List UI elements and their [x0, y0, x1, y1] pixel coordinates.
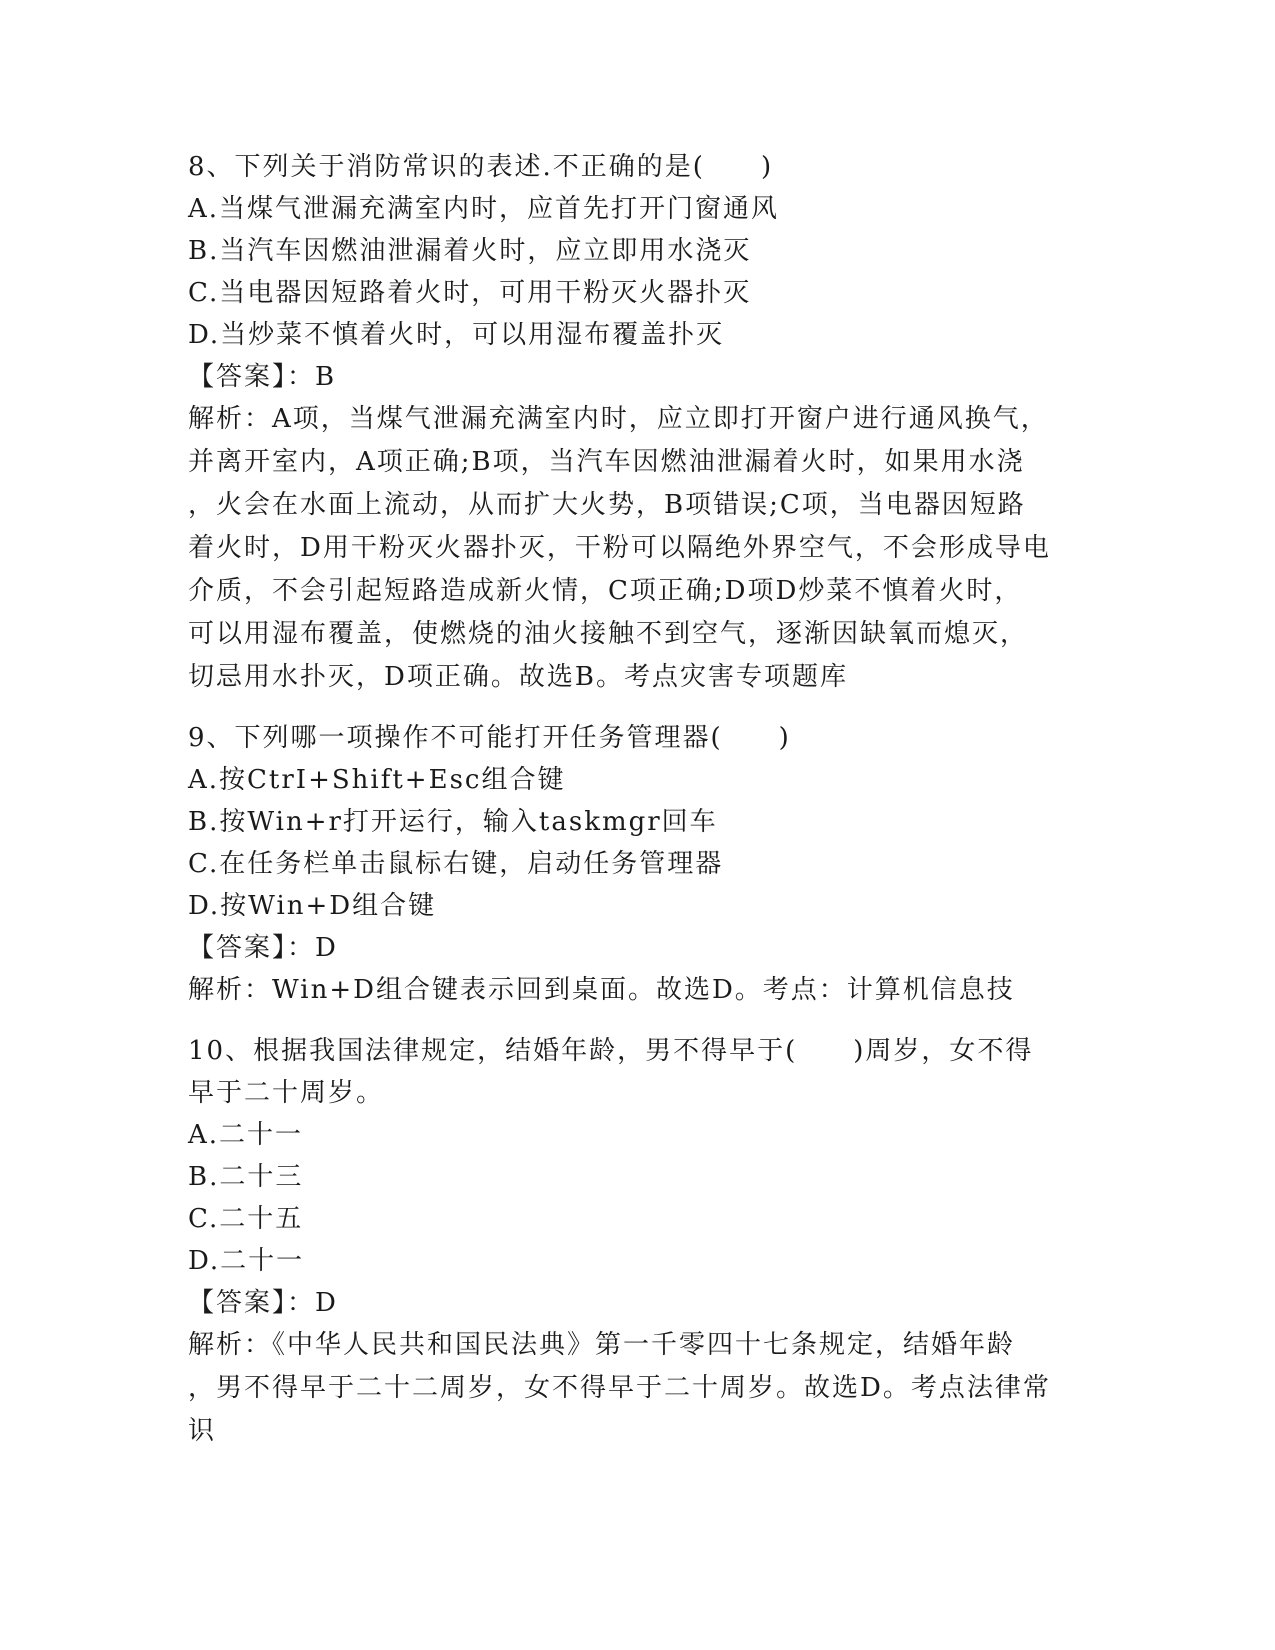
question-stem: 9、下列哪一项操作不可能打开任务管理器( ) — [188, 723, 791, 753]
question-stem: 8、下列关于消防常识的表述.不正确的是( ) — [188, 152, 774, 182]
option-a: A.按CtrI+Shift+Esc组合键 — [188, 765, 566, 795]
analysis-line: ，男不得早于二十二周岁，女不得早于二十周岁。故选D。考点法律常 — [188, 1373, 1051, 1403]
option-b: B.按Win+r打开运行，输入taskmgr回车 — [188, 807, 718, 837]
option-c: C.当电器因短路着火时，可用干粉灭火器扑灭 — [188, 278, 752, 308]
option-c: C.二十五 — [188, 1204, 304, 1234]
question-stem: 早于二十周岁。 — [188, 1078, 385, 1108]
document-page — [188, 146, 1088, 1453]
analysis-line: 解析：《中华人民共和国民法典》第一千零四十七条规定，结婚年龄 — [188, 1330, 1016, 1360]
question-10 — [188, 1030, 1088, 1453]
option-a: A.当煤气泄漏充满室内时，应首先打开门窗通风 — [188, 194, 780, 224]
option-a: A.二十一 — [188, 1120, 304, 1150]
option-c: C.在任务栏单击鼠标右键，启动任务管理器 — [188, 849, 724, 879]
analysis — [188, 969, 1088, 1012]
question-8 — [188, 146, 1088, 699]
analysis-line: 识 — [188, 1416, 217, 1446]
option-b: B.二十三 — [188, 1162, 304, 1192]
analysis — [188, 1324, 1088, 1453]
question-9 — [188, 717, 1088, 1012]
question-stem: 10、根据我国法律规定，结婚年龄，男不得早于( )周岁，女不得 — [188, 1036, 1034, 1066]
analysis-line: 解析：A项，当煤气泄漏充满室内时，应立即打开窗户进行通风换气， — [188, 404, 1049, 434]
question-gap — [188, 1012, 1088, 1030]
answer: 【答案】：B — [188, 362, 337, 392]
analysis-line: 可以用湿布覆盖，使燃烧的油火接触不到空气，逐渐因缺氧而熄灭， — [188, 619, 1029, 649]
analysis-line: ，火会在水面上流动，从而扩大火势，B项错误;C项，当电器因短路 — [188, 490, 1026, 520]
option-d: D.按Win+D组合键 — [188, 891, 437, 921]
analysis-line: 并离开室内，A项正确;B项，当汽车因燃油泄漏着火时，如果用水浇 — [188, 447, 1025, 477]
option-d: D.二十一 — [188, 1246, 305, 1276]
answer: 【答案】：D — [188, 1288, 338, 1318]
answer: 【答案】：D — [188, 933, 338, 963]
analysis-line: 解析：Win+D组合键表示回到桌面。故选D。考点：计算机信息技 — [188, 975, 1015, 1005]
question-gap — [188, 699, 1088, 717]
option-b: B.当汽车因燃油泄漏着火时，应立即用水浇灭 — [188, 236, 752, 266]
analysis-line: 切忌用水扑灭，D项正确。故选B。考点灾害专项题库 — [188, 662, 848, 692]
option-d: D.当炒菜不慎着火时，可以用湿布覆盖扑灭 — [188, 320, 725, 350]
analysis-line: 介质，不会引起短路造成新火情，C项正确;D项D炒菜不慎着火时， — [188, 576, 1023, 606]
analysis-line: 着火时，D用干粉灭火器扑灭，干粉可以隔绝外界空气，不会形成导电 — [188, 533, 1051, 563]
analysis — [188, 398, 1088, 699]
